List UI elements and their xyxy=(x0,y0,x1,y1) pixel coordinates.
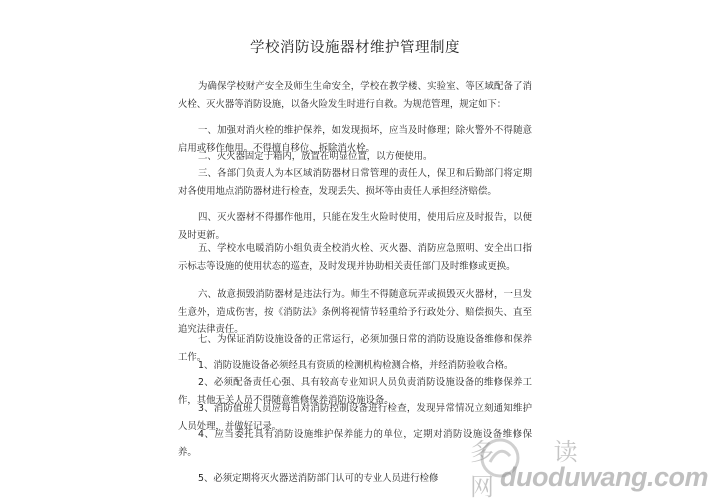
subitem-1: 1、消防设施设备必须经具有资质的检测机构检测合格，并经消防验收合格。 xyxy=(198,360,514,371)
document-title: 学校消防设施器材维护管理制度 xyxy=(250,40,460,56)
subitem-5: 5、必须定期将灭火器送消防部门认可的专业人员进行检修 xyxy=(198,473,439,484)
watermark-url-text: duoduwang.com xyxy=(500,462,708,492)
watermark-chinese-text: 多 读 网 xyxy=(470,438,604,501)
subitem-2: 2、必须配备责任心强、具有较高专业知识人员负责消防设施设备的维修保养工作，其他无关人员不得随意维修保养消防设施设备。 xyxy=(178,377,532,406)
paragraph-item-7: 七、为保证消防设施设备的正常运行，必须加强日常的消防设施设备维修和保养工作。 xyxy=(178,334,532,363)
paragraph-item-2: 二、灭火器固定于箱内，放置在明显位置，以方便使用。 xyxy=(198,151,433,162)
subitem-4: 4、应当委托具有消防设施维护保养能力的单位，定期对消防设施设备维修保养。 xyxy=(178,429,532,458)
paragraph-item-6: 六、故意损毁消防器材是违法行为。师生不得随意玩弄或损毁灭火器材，一旦发生意外，造成伤害，按《消防法》条例将视情节轻重给予行政处分、赔偿损失、直至追究法律责任。 xyxy=(178,289,532,336)
paragraph-item-5: 五、学校水电暖消防小组负责全校消火栓、灭火器、消防应急照明、安全出口指示标志等设施的使用状态的巡查，及时发现并协助相关责任部门及时维修或更换。 xyxy=(178,243,532,272)
intro-paragraph: 为确保学校财产安全及师生生命安全，学校在教学楼、实验室、等区域配备了消火栓、灭火器等消防设施，以备火险发生时进行自救。为规范管理，规定如下： xyxy=(178,81,532,110)
paragraph-item-1: 一、加强对消火栓的维护保养，如发现损坏，应当及时修理；除火警外不得随意启用或移作他用。不得擅自移位、拆除消火栓。 xyxy=(178,125,532,154)
subitem-3: 3、消防值班人员应每日对消防控制设备进行检查，发现异常情况立刻通知维护人员处理，并做好记录。 xyxy=(178,403,532,432)
paragraph-item-3: 三、各部门负责人为本区域消防器材日常管理的责任人，保卫和后勤部门将定期对各使用地点消防器材进行检查，发现丢失、损坏等由责任人承担经济赔偿。 xyxy=(178,168,532,197)
paragraph-item-4: 四、灭火器材不得挪作他用，只能在发生火险时使用，使用后应及时报告，以便及时更新。 xyxy=(178,212,532,241)
